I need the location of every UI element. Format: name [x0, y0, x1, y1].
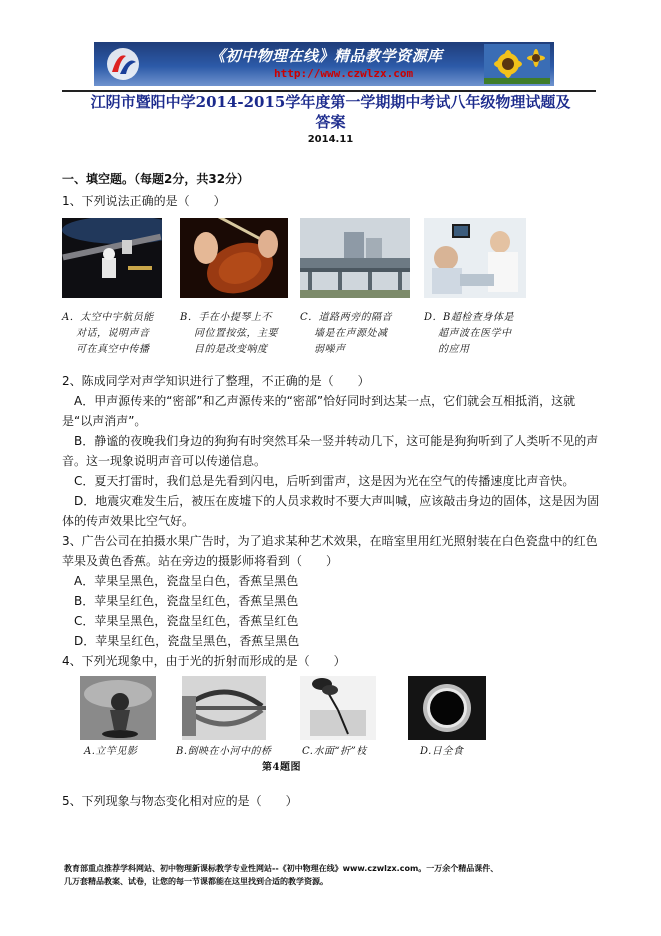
exam-date: 2014.11	[307, 134, 354, 145]
q1-image-sound-barrier	[300, 218, 410, 298]
q1-caption-a-line3: 可在真空中传播	[76, 344, 150, 355]
q4-image-bridge-reflection	[182, 676, 266, 740]
q1-caption-d-line3: 的应用	[438, 344, 470, 355]
q1-caption-d	[424, 310, 514, 358]
q2-option-b-line2: 音。这一现象说明声音可以传递信息。	[62, 454, 267, 468]
title-line-1: 江阴市暨阳中学2014-2015学年度第一学期期中考试八年级物理试题及	[90, 93, 571, 111]
header-banner	[94, 42, 554, 86]
sunflower-image	[484, 44, 550, 84]
q1-caption-b-line1: B．手在小提琴上不	[180, 312, 272, 323]
q1-caption-a-line1: A．太空中宇航员能	[62, 312, 154, 323]
q4-image-solar-eclipse	[408, 676, 486, 740]
q1-image-violin	[180, 218, 288, 298]
q1-image-astronaut	[62, 218, 162, 298]
q2-option-a-line1: A．甲声源传来的“密部”和乙声源传来的“密部”恰好同时到达某一点，它们就会互相抵消，这就	[74, 394, 576, 408]
q2-option-a-line2: 是“以声消声”。	[62, 414, 147, 428]
footer-line-1: 教育部重点推荐学科网站、初中物理新课标教学专业性网站--《初中物理在线》www.czwlzx.com。一万余个精品课件、	[64, 864, 499, 873]
q2-option-b-line1: B．静谧的夜晚我们身边的狗狗有时突然耳朵一竖并转动几下，这可能是狗狗听到了人类听不见的声	[74, 434, 599, 448]
page-title	[0, 92, 661, 132]
footer-line-2: 几万套精品教案、试卷，让您的每一节课都能在这里找到合适的教学资源。	[64, 877, 328, 886]
q4-caption-d: D.日全食	[420, 746, 464, 757]
q4-caption-c: C.水面“折”枝	[302, 746, 367, 757]
q4-caption-b: B.倒映在小河中的桥	[176, 746, 272, 757]
q4-stem: 4、下列光现象中，由于光的折射而形成的是（ ）	[62, 654, 346, 668]
q4-figure-label: 第4题图	[262, 762, 301, 773]
q2-option-d-line1: D．地震灾难发生后，被压在废墟下的人员求救时不要大声叫喊，应该敲击身边的固体，这是因为固	[74, 494, 600, 508]
page-footer	[64, 862, 604, 888]
q1-caption-b-line3: 目的是改变响度	[194, 344, 268, 355]
q1-caption-c-line1: C．道路两旁的隔音	[300, 312, 393, 323]
title-line-2: 答案	[315, 113, 346, 131]
q1-caption-c-line3: 弱噪声	[314, 344, 346, 355]
q4-caption-a: A.立竿见影	[84, 746, 138, 757]
q1-image-b-ultrasound	[424, 218, 526, 298]
q1-caption-c-line2: 墙是在声源处减	[314, 328, 388, 339]
q2-stem: 2、陈成同学对声学知识进行了整理，不正确的是（ ）	[62, 374, 370, 388]
q1-caption-a-line2: 对话，说明声音	[76, 328, 150, 339]
q3-option-b: B．苹果呈红色，瓷盘呈红色，香蕉呈黑色	[74, 594, 299, 608]
banner-url[interactable]: http://www.czwlzx.com	[274, 67, 414, 80]
q3-option-a: A．苹果呈黑色，瓷盘呈白色，香蕉呈黑色	[74, 574, 299, 588]
banner-title: 《初中物理在线》精品教学资源库	[210, 47, 443, 65]
q1-stem: 1、下列说法正确的是（ ）	[62, 194, 226, 208]
q1-caption-b	[180, 310, 278, 358]
q1-caption-b-line2: 同位置按弦，主要	[194, 328, 278, 339]
q3-option-d: D．苹果呈红色，瓷盘呈黑色，香蕉呈黑色	[74, 634, 300, 648]
q2-option-d-line2: 体的传声效果比空气好。	[62, 514, 195, 528]
q5-stem: 5、下列现象与物态变化相对应的是（ ）	[62, 794, 298, 808]
q4-image-bent-branch	[300, 676, 376, 740]
q1-caption-d-line2: 超声波在医学中	[438, 328, 512, 339]
q3-option-c: C．苹果呈黑色，瓷盘呈红色，香蕉呈红色	[74, 614, 299, 628]
q1-caption-d-line1: D．B超检查身体是	[424, 312, 514, 323]
q2-option-c: C．夏天打雷时，我们总是先看到闪电，后听到雷声，这是因为光在空气的传播速度比声音快。	[74, 474, 575, 488]
site-logo	[104, 46, 142, 82]
q3-stem-line1: 3、广告公司在拍摄水果广告时，为了追求某种艺术效果，在暗室里用红光照射装在白色瓷盘中的红色	[62, 534, 598, 548]
q1-caption-c	[300, 310, 392, 358]
q3-stem-line2: 苹果及黄色香蕉。站在旁边的摄影师将看到（ ）	[62, 554, 339, 568]
q1-caption-a	[62, 310, 154, 358]
q4-image-shadow	[80, 676, 156, 740]
section-heading: 一、填空题。（每题2分，共32分）	[62, 172, 250, 186]
